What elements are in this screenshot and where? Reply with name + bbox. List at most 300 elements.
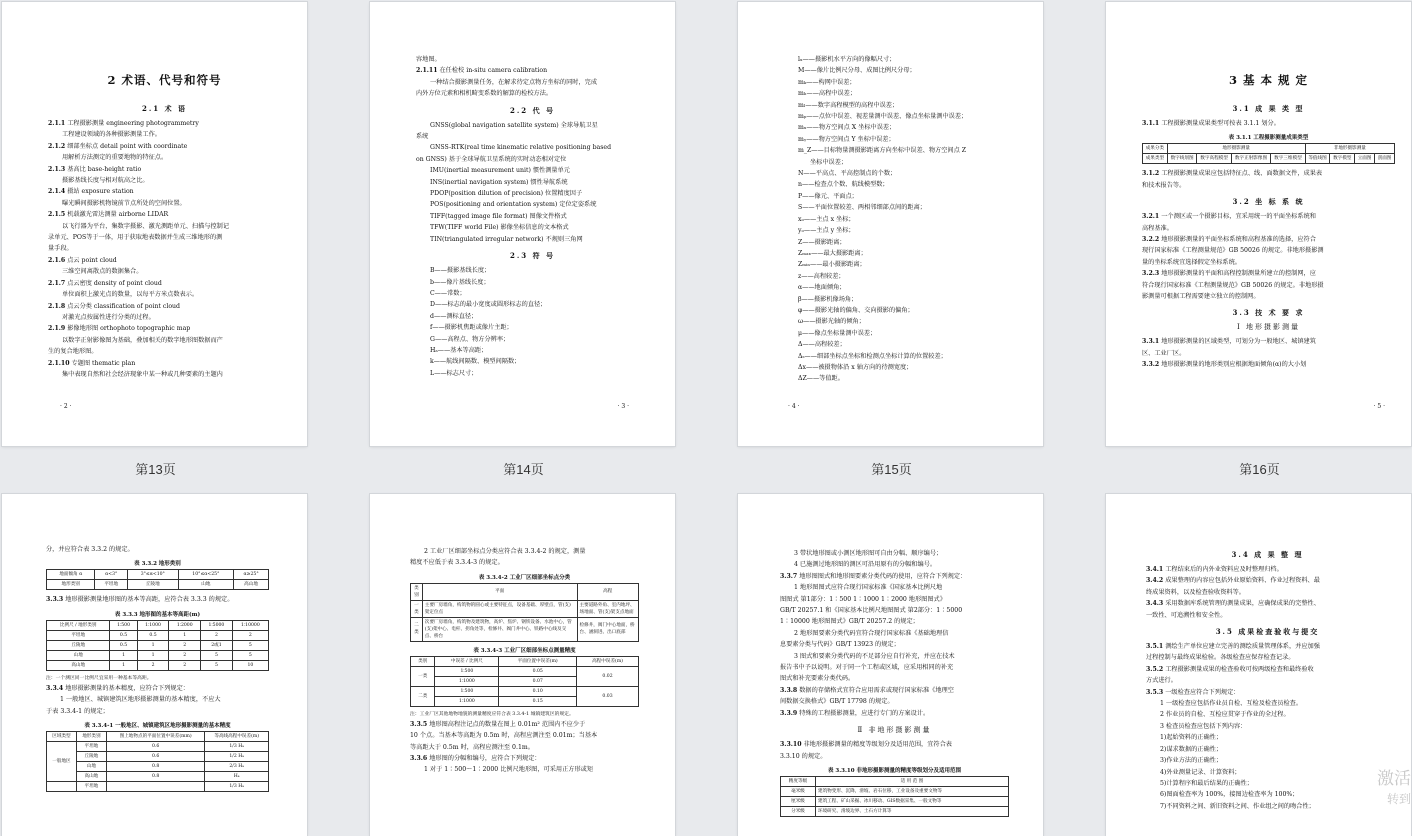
text-line: 3.5.1 测绘生产单位应建立完善的测绘质量管理体系，并应加强: [1146, 643, 1320, 651]
page-thumbnail-14[interactable]: [370, 2, 675, 446]
section-heading: 3.1 成 果 类 型: [1232, 104, 1305, 113]
text-line: 2 地形图要素分类代码宜符合现行国家标准《基础地理信: [794, 629, 949, 637]
text-line: m_Z——目标物量测摄影距离方向坐标中误差、物方空间点 Z: [798, 147, 967, 155]
page-thumbnail-20[interactable]: [1106, 494, 1411, 836]
text-line: xₒ——主点 x 坐标；: [798, 215, 855, 223]
clause-number: 3.5.1: [1146, 643, 1164, 651]
text-line: TIFF(tagged image file format) 图像文件格式: [430, 212, 567, 220]
text-line: TFW(TIFF world File) 影像坐标信息的文本格式: [430, 224, 569, 232]
text-line: 4)外业测量记录、计算资料；: [1160, 768, 1241, 776]
text-line: S——平面位置较差、两相邻细部点间的距离；: [798, 204, 926, 212]
chapter-title: 2 术语、代号和符号: [107, 73, 222, 87]
text-block: [1146, 564, 1389, 621]
text-line: 3.4.2 成果整理的内容应包括外业原始资料、作业过程资料、最: [1146, 577, 1320, 585]
text-line: Δₛ——细部坐标点坐标和检测点坐标计算的位置较差；: [798, 352, 947, 360]
clause-number: 2.1.4: [48, 188, 66, 196]
table-cell: 0.5: [137, 630, 169, 640]
table-cell: 二类: [411, 686, 435, 706]
clause-number: 3.3.8: [780, 686, 798, 694]
table-cell: 1: [110, 650, 137, 660]
text-line: 分，并应符合表 3.3.2 的规定。: [46, 546, 134, 553]
text-line: μ——像点坐标量测中误差；: [798, 329, 877, 337]
text-line: L——标志尺寸；: [430, 369, 478, 377]
text-line: 1 一般地区、城镇建筑区地形摄影测量的基本精度，不应大: [60, 696, 221, 704]
table-cell: 环境研究、滑坡边界、土石方计算等: [815, 806, 1008, 816]
text-line: GNSS-RTK(real time kinematic relative positioning based: [430, 144, 612, 152]
table-cell: [106, 782, 205, 792]
clause-number: 3.3.10: [780, 741, 802, 749]
text-line: PDOP(position dilution of precision) 位置精度因子: [430, 190, 583, 198]
page-number: · 3 ·: [617, 403, 629, 410]
table-cell: 分米级: [781, 806, 816, 816]
table-cell: 高程中误差(m): [577, 656, 639, 666]
page-thumbnail-17[interactable]: [2, 494, 307, 836]
text-line: 摄影基线长度与相对航高之比。: [62, 177, 149, 185]
table-cell: 0.6: [106, 742, 205, 752]
text-block: [48, 118, 281, 380]
text-line: 以数字正射影像图为基础，叠加相关的数字地形图数据而产: [62, 336, 223, 344]
text-line: 3.2.1 一个测区或一个摄影目标，宜采用统一的平面坐标系统和: [1142, 213, 1316, 221]
text-line: b——像片基线长度；: [430, 278, 490, 286]
page-thumbnail-19[interactable]: [738, 494, 1043, 836]
detail-point-accuracy-table: [410, 656, 639, 707]
section-heading: 2.2 代 号: [509, 105, 556, 115]
subsection-heading: Ⅱ 非地形摄影测量: [857, 726, 932, 735]
table-cell: 5: [232, 640, 268, 650]
clause-number: 3.3.6: [410, 755, 428, 763]
subsection-heading: Ⅰ 地形摄影测量: [1237, 323, 1300, 332]
table-cell: 1∶2000: [169, 620, 201, 630]
table-cell: 1∶500: [435, 686, 499, 696]
table-cell: 主要厂房墙角，构筑物的圆心或主要特征点，设备基础、厚壁点，管(支)架定位点: [422, 600, 577, 617]
text-line: 1∶10000 地形图图式》GB/T 20257.2 的规定；: [780, 618, 919, 626]
text-line: n——检查点个数、航线模型数；: [798, 181, 889, 189]
clause-number: 3.4.2: [1146, 577, 1164, 585]
text-line: M——像片比例尺分母、成图比例尺分母；: [798, 67, 916, 75]
text-line: 量的坐标系统宜选择假定坐标系统。: [1142, 258, 1241, 266]
table-cell: 适 用 范 围: [815, 776, 1008, 786]
text-line: 现行国家标准《工程测量规范》GB 50026 的规定。非地形摄影测: [1142, 247, 1324, 255]
table-cell: 1/3 Hₐ: [205, 782, 269, 792]
text-line: 一种结合摄影测量任务，在解求待定点物方坐标的同时，完成: [430, 78, 598, 86]
text-line: 录单元、POS等于一体，用于获取地表数据并生成三维地形的测: [48, 234, 223, 242]
text-line: 3 带状地形图或小测区地形图可自由分幅、顺序编号；: [794, 550, 943, 557]
text-line: f——摄影机焦距或像片主距；: [430, 324, 513, 332]
text-line: 集中表现自然和社会经济现象中某一种或几种要素的主题内: [62, 370, 223, 378]
text-line: 曝光瞬间摄影机物镜前节点所处的空间位置。: [62, 199, 186, 207]
accuracy-table: [46, 731, 269, 792]
text-block: [46, 544, 269, 555]
text-line: INS(inertial navigation system) 惯性导航系统: [430, 178, 568, 186]
text-line: 3.3.9 特殊的工程摄影测量，应进行专门的方案设计。: [780, 709, 930, 717]
text-block: [46, 594, 269, 605]
table-cell: 平坦地: [76, 742, 106, 752]
text-line: 1)起始资料的正确性；: [1160, 734, 1223, 742]
table-cell: 成果分类: [1143, 144, 1168, 154]
text-line: 3.2.3 地形摄影测量的平面和高程控制测量所建立的控制网，应: [1142, 270, 1316, 278]
table-cell: 建筑工程、矿山采掘、冰川移动、GIS数据采集、一般文物等: [815, 796, 1008, 806]
clause-number: 3.5.2: [1146, 665, 1164, 673]
table-cell: 2或1: [201, 640, 233, 650]
text-line: 3.3.10 非地形摄影测量的精度等级划分及适用范围，宜符合表: [780, 741, 952, 749]
table-cell: 2: [201, 630, 233, 640]
text-line: 3.3.8 数据的存储格式宜符合应用需求或现行国家标准《地理空: [780, 686, 954, 694]
clause-number: 2.1.5: [48, 211, 66, 219]
table-cell: 一类: [411, 666, 435, 686]
table-cell: 0.05: [499, 666, 577, 676]
text-block: [1142, 168, 1395, 191]
text-line: mₕ——高程中误差；: [798, 90, 857, 98]
text-line: β——摄影机像场角；: [798, 295, 858, 303]
table-cell: 2: [169, 650, 201, 660]
table-cell: α<3°: [95, 570, 128, 580]
text-line: 5)计算程序和最后结果的正确性；: [1160, 779, 1253, 787]
table-cell: 0.10: [499, 686, 577, 696]
clause-number: 3.1.2: [1142, 170, 1160, 178]
text-line: z——高程较差；: [798, 272, 845, 280]
clause-number: 3.3.7: [780, 572, 798, 580]
text-line: TIN(triangulated irregular network) 不规则三角网: [430, 235, 583, 243]
table-title: 表 3.1.1 工程摄影测量成果类型: [1228, 135, 1309, 142]
text-line: mₖ——构网中误差；: [798, 78, 856, 86]
text-line: 3.1.1 工程摄影测量成果类型可按表 3.1.1 划分。: [1142, 120, 1280, 127]
clause-number: 3.2.3: [1142, 270, 1160, 278]
text-line: 6)图面检查率为 100%，接图边检查率为 100%；: [1160, 791, 1299, 799]
table-title: 表 3.3.4-1 一般地区、城镇建筑区地形摄影测量的基本精度: [84, 723, 231, 730]
table-title: 表 3.3.2 地形类别: [134, 561, 181, 568]
page-label-13[interactable]: 第13页: [135, 462, 176, 477]
page-thumbnail-16[interactable]: [1106, 2, 1411, 446]
text-line: 对激光点按属性进行分类的过程。: [62, 313, 155, 321]
text-line: 工程建设领域的各种摄影测量工作。: [62, 131, 161, 139]
text-line: Zₘᵢₙ——最小摄影距离；: [798, 261, 866, 269]
text-line: 2.1.3 基高比 base-height ratio: [48, 165, 142, 173]
table-cell: 类别: [411, 656, 435, 666]
clause-number: 3.3.2: [1142, 361, 1160, 369]
text-line: IMU(inertial measurement unit) 惯性测量单元: [430, 167, 570, 175]
table-cell: 1∶1000: [137, 620, 169, 630]
table-cell: 平坦地: [47, 630, 110, 640]
table-title: 表 3.3.3 地形图的基本等高距(m): [114, 611, 201, 618]
text-line: GB/T 20257.1 和《国家基本比例尺地图图式 第2部分：1∶5000: [780, 607, 963, 615]
text-line: 3.3.3 地形摄影测量地形图的基本等高距，应符合表 3.3.3 的规定。: [46, 596, 234, 604]
text-line: 容地图。: [416, 56, 441, 63]
table-cell: 3°≤α<10°: [128, 570, 179, 580]
text-block: [1142, 211, 1395, 302]
table-cell: 地形类别: [76, 732, 106, 742]
clause-number: 3.3.5: [410, 720, 428, 728]
contour-interval-table: [46, 620, 269, 671]
text-line: Z——摄影距离；: [798, 238, 846, 246]
table-cell: 厘米级: [781, 796, 816, 806]
text-line: 等高距大于 0.5m 时，高程应测注至 0.1m。: [410, 743, 534, 751]
table-cell: 地面倾角 α: [47, 570, 95, 580]
table-cell: 类别: [411, 583, 423, 600]
text-block: [416, 265, 649, 379]
table-cell: 5: [232, 650, 268, 660]
page-number: · 4 ·: [788, 403, 800, 410]
text-line: 图式和补充要素分类代码。: [780, 675, 855, 683]
text-block: [780, 548, 1009, 719]
clause-number: 3.1.1: [1142, 120, 1160, 127]
table-cell: 丘陵地: [47, 640, 110, 650]
table-cell: 山地: [76, 762, 106, 772]
text-line: 量手段。: [48, 245, 73, 253]
text-line: 2.1.11 在任检校 in-situ camera calibration: [416, 67, 548, 75]
text-block: [780, 739, 1009, 762]
table-cell: 1∶10000: [232, 620, 268, 630]
text-line: 1 对于 1∶500～1∶2000 比例尺地形图，可采用正方形或矩: [424, 766, 594, 774]
section-heading: 3.4 成 果 整 理: [1231, 550, 1304, 559]
text-line: 生的复合地形图。: [48, 348, 98, 356]
text-line: POS(positioning and orientation system) 定位定姿系统: [430, 201, 597, 209]
table-note: 注：一个测区同一比例尺宜采用一种基本等高距。: [46, 675, 152, 681]
text-line: 2)谋求数据的正确性；: [1160, 745, 1223, 753]
table-cell: 1/3 Hₐ: [205, 742, 269, 752]
table-cell: 2: [169, 640, 201, 650]
table-cell: 1∶5000: [201, 620, 233, 630]
text-line: 1 一级检查应包括作业员自检、互检及检查员检查。: [1160, 700, 1303, 708]
table-cell: 立面图: [1355, 154, 1375, 164]
text-line: 息要素分类与代码》GB/T 13923 的规定；: [780, 641, 900, 649]
text-line: Zₘₐₓ——最大摄影距离；: [798, 249, 867, 257]
text-line: G——高程点、物方分辨率；: [430, 335, 510, 343]
text-block: [1146, 641, 1389, 812]
result-type-table: [1142, 143, 1395, 164]
table-cell: 地形摄影测量: [1167, 144, 1305, 154]
text-block: [416, 120, 649, 245]
clause-number: 3.2.1: [1142, 213, 1160, 221]
table-cell: 一类: [411, 600, 423, 617]
text-block: [784, 54, 1017, 385]
table-cell: 1: [110, 660, 137, 670]
text-line: Hₐ——基本等高距；: [430, 346, 488, 354]
text-line: 三维空间离散点的数据集合。: [62, 268, 143, 276]
clause-number: 2.1.6: [48, 256, 66, 264]
table-title: 表 3.3.10 非地形摄影测量的精度等级划分及适用范围: [828, 767, 961, 774]
text-line: mₓ——物方空间点 X 坐标中误差；: [798, 124, 896, 132]
text-line: 以飞行器为平台，集数字摄影、激光测距单元、扫描与控制记: [62, 222, 230, 230]
page-thumbnail-15[interactable]: [738, 2, 1043, 446]
text-line: 符合现行国家标准《工程测量规范》GB 50026 的规定。非地形摄: [1142, 281, 1324, 289]
clause-number: 3.3.4: [46, 684, 64, 692]
table-cell: 1∶500: [435, 666, 499, 676]
text-line: 用解析方法测定的重要地物的特征点。: [62, 154, 168, 162]
terrain-class-table: [46, 569, 269, 590]
text-line: 2.1.7 点云密度 density of point cloud: [48, 279, 162, 287]
text-line: 3 检查员检查应包括下列内容：: [1160, 722, 1247, 730]
table-title: 表 3.3.4-3 工业厂区细部坐标点测量精度: [473, 647, 576, 654]
table-cell: 高程: [577, 583, 638, 600]
table-cell: 平坦地: [95, 580, 128, 590]
text-line: 系统: [416, 133, 429, 141]
table-cell: 毫米级: [781, 786, 816, 796]
page-thumbnail-18[interactable]: [370, 494, 675, 836]
text-line: 3.3.2 地形摄影测量的地形类别应根据地面倾角(α)的大小划: [1142, 361, 1307, 369]
section-heading: 3.2 坐 标 系 统: [1232, 197, 1305, 207]
text-line: 10 个点。当基本等高距为 0.5m 时，高程应测注至 0.01m；当基本: [410, 732, 598, 740]
table-cell: 数字三维模型: [1271, 154, 1305, 164]
table-cell: 1: [169, 630, 201, 640]
table-cell: 5: [201, 660, 233, 670]
text-line: 间数据交换格式》GB/T 17798 的规定。: [780, 698, 894, 706]
text-block: [1142, 336, 1395, 370]
page-label-14[interactable]: 第14页: [503, 462, 544, 477]
clause-number: 2.1.10: [48, 359, 70, 367]
clause-number: 3.4.3: [1146, 600, 1164, 608]
text-line: mₚ——点位中误差、视差量测中误差、像点坐标量测中误差；: [798, 113, 968, 121]
text-line: mₗ——数字高程模型的高程中误差；: [798, 101, 899, 109]
detail-point-class-table: [410, 583, 639, 642]
text-line: 方式进行。: [1146, 677, 1177, 685]
text-line: lₓ——摄影机水平方向的像幅尺寸；: [798, 56, 896, 63]
text-block: [416, 54, 649, 100]
table-cell: 2: [137, 660, 169, 670]
text-line: 2 作业员的自检、互检应贯穿于作业的全过程。: [1160, 711, 1290, 719]
clause-number: 2.1.11: [416, 67, 438, 75]
table-cell: 0.5: [110, 640, 137, 650]
clause-number: 2.1.9: [48, 325, 66, 333]
table-cell: 平面: [422, 583, 577, 600]
table-cell: 数字线划图: [1167, 154, 1197, 164]
clause-number: 2.1.8: [48, 302, 66, 310]
section-heading: 3.3 技 术 要 求: [1232, 308, 1305, 318]
text-line: 3.1.2 工程摄影测量成果应包括特征点、线、面数据文件，成果表: [1142, 170, 1323, 178]
page-label-16[interactable]: 第16页: [1239, 462, 1280, 477]
text-line: 7)不同资料之间、新旧资料之间、作业组之间的吻合性；: [1160, 802, 1315, 810]
table-cell: 比例尺 / 地形类别: [47, 620, 110, 630]
page-number: · 5 ·: [1373, 403, 1385, 410]
text-line: 和技术报告等。: [1142, 181, 1186, 189]
text-line: 4 已施测过地形图的测区可沿用原有的分幅和编号。: [794, 561, 937, 569]
text-line: 坐标中误差；: [810, 158, 848, 166]
text-line: 影测量可根据工程需要建立独立的控制网。: [1142, 293, 1260, 301]
table-cell: [47, 782, 77, 792]
table-cell: 2: [232, 630, 268, 640]
text-line: D——标志的最小宽度或圆形标志的直径；: [430, 301, 547, 309]
text-line: 2.1.6 点云 point cloud: [48, 256, 117, 264]
table-cell: 1∶500: [110, 620, 137, 630]
table-cell: 平面位置中误差(m): [499, 656, 577, 666]
text-line: 2.1.5 机载激光雷达测量 airborne LIDAR: [48, 211, 169, 219]
activation-watermark-sub: 转到: [1386, 792, 1411, 806]
table-cell: 5: [201, 650, 233, 660]
text-line: GNSS(global navigation satellite system) 全球导航卫星: [430, 121, 598, 129]
text-line: 3.3.1 地形摄影测量的区域类型，可划分为一般地区、城镇建筑: [1142, 338, 1316, 346]
section-heading: 3.5 成果检查验收与提交: [1215, 627, 1320, 637]
section-heading: 2.3 符 号: [509, 251, 556, 261]
text-line: 3)作业方法的正确性；: [1160, 757, 1223, 765]
table-cell: 高山地: [76, 772, 106, 782]
table-cell: 一般地区: [47, 742, 77, 782]
page-label-15[interactable]: 第15页: [871, 462, 912, 477]
page-thumbnail-13[interactable]: [2, 2, 307, 446]
text-line: N——平高点、平高控制点的个数；: [798, 170, 897, 178]
text-line: P——像元、平面点；: [798, 192, 858, 200]
clause-number: 3.3.9: [780, 709, 798, 717]
text-line: k——航线间隔数、模型间隔数；: [430, 358, 521, 366]
text-line: 3 图式和要素分类代码的不足部分应自行补充，并应在技术: [794, 652, 955, 660]
text-line: 2.1.2 细部坐标点 detail point with coordinate: [48, 142, 188, 150]
table-cell: 等高线高程中误差(m): [205, 732, 269, 742]
clause-number: 2.1.2: [48, 142, 66, 150]
text-line: 终成果资料，以及检查验收资料等。: [1146, 588, 1245, 596]
text-line: 3.3.6 地形图的分幅和编号，应符合下列规定：: [410, 755, 541, 763]
table-cell: 1: [137, 640, 169, 650]
text-line: ω——摄影光轴的倾角；: [798, 318, 865, 326]
clause-number: 2.1.7: [48, 279, 66, 287]
text-line: 2.1.10 专题图 thematic plan: [48, 359, 136, 367]
table-cell: 0.5: [110, 630, 137, 640]
text-line: ΔZ——等值距。: [798, 375, 844, 383]
table-cell: 丘陵地: [76, 752, 106, 762]
table-cell: 2: [169, 660, 201, 670]
text-line: yₒ——主点 y 坐标；: [798, 227, 855, 235]
text-line: 过程控制与最终成果检验。各级检查应保存检查记录。: [1146, 654, 1295, 662]
text-line: 3.3.7 地形图图式和地形图要素分类代码的使用，应符合下列规定：: [780, 572, 967, 580]
text-line: 1 地形图图式应符合现行国家标准《国家基本比例尺地: [794, 584, 943, 592]
table-cell: 主要道路外角、室内地坪、场地面、管(支)架支点地面: [577, 600, 638, 617]
text-line: 2.1.4 摄站 exposure station: [48, 188, 134, 196]
table-cell: 平坦地: [76, 782, 106, 792]
clause-number: 2.1.3: [48, 165, 66, 173]
text-line: 3.5.2 工程摄影测量成果的检查验收可按两级检查和最终验收: [1146, 665, 1314, 673]
text-line: 内外方位元素和相机畸变系数的解算的检校方法。: [416, 90, 553, 98]
table-cell: 0.6: [106, 752, 205, 762]
text-line: 精度不应低于表 3.3.4-3 的规定。: [410, 559, 504, 567]
text-line: 3.5.3 一级检查应符合下列规定：: [1146, 688, 1240, 696]
table-title: 表 3.3.4-2 工业厂区细部坐标点分类: [478, 574, 571, 581]
text-line: Δx——被摄物体沿 x 轴方向的待测宽度；: [798, 363, 913, 371]
table-cell: 剖面图: [1375, 154, 1395, 164]
table-cell: α≥25°: [234, 570, 269, 580]
table-cell: 0.03: [577, 686, 639, 706]
page-number: · 2 ·: [60, 403, 72, 410]
section-heading: 2.1 术 语: [141, 104, 188, 113]
clause-number: 3.5.3: [1146, 688, 1164, 696]
table-cell: 地形类别: [47, 580, 95, 590]
text-line: α——地面倾角；: [798, 284, 846, 292]
text-line: d——测标直径；: [430, 312, 478, 320]
text-line: 2.1.9 影像地形图 orthophoto topographic map: [48, 325, 191, 333]
text-line: 3.3.5 地形图高程注记点的数量在图上 0.01m² 范围内不应少于: [410, 720, 586, 728]
clause-number: 2.1.1: [48, 120, 66, 127]
text-block: [410, 719, 639, 776]
table-cell: 0.8: [106, 772, 205, 782]
precision-grade-table: [780, 776, 1009, 817]
table-cell: 山地: [178, 580, 234, 590]
table-cell: 1∶1000: [435, 676, 499, 686]
table-cell: 数字正射影像图: [1231, 154, 1270, 164]
table-cell: 高山地: [234, 580, 269, 590]
table-cell: 次要厂房墙角，构筑物及建筑物，高炉、焦炉、钢铁设备、水池中心，管(支)架中心、电杆、拐角处等，检修井、阀门井中心、铁路中心线及交点、桥台: [422, 617, 577, 641]
table-cell: 二类: [411, 617, 423, 641]
text-line: 2.1.1 工程摄影测量 engineering photogrammetry: [48, 120, 199, 127]
text-line: 3.3.4 地形摄影测量的基本精度，应符合下列规定：: [46, 684, 189, 692]
text-line: 3.4.3 采用数据库系统管理的测量成果，应确保成果的完整性、: [1146, 600, 1320, 608]
text-line: φ——摄影光轴的偏角、交向摄影的偏角；: [798, 306, 914, 314]
text-line: 于表 3.3.4-1 的规定；: [46, 707, 109, 715]
clause-number: 3.3.1: [1142, 338, 1160, 346]
text-line: 3.2.2 地形摄影测量的平面坐标系统和高程基准的选择，应符合: [1142, 236, 1316, 244]
table-cell: Hₐ: [205, 772, 269, 782]
text-line: on GNSS) 基于全球导航卫星系统的实时动态相对定位: [416, 155, 567, 163]
table-cell: 检修井，阀门中心地面，桥台、涵洞进、出口底部: [577, 617, 638, 641]
table-cell: 建筑物变形、沉降，滑坡、岩石位移，工业设备及重要文物等: [815, 786, 1008, 796]
text-line: 区、工业厂区。: [1142, 349, 1186, 357]
table-cell: 1/2 Hₐ: [205, 752, 269, 762]
table-cell: 1: [137, 650, 169, 660]
